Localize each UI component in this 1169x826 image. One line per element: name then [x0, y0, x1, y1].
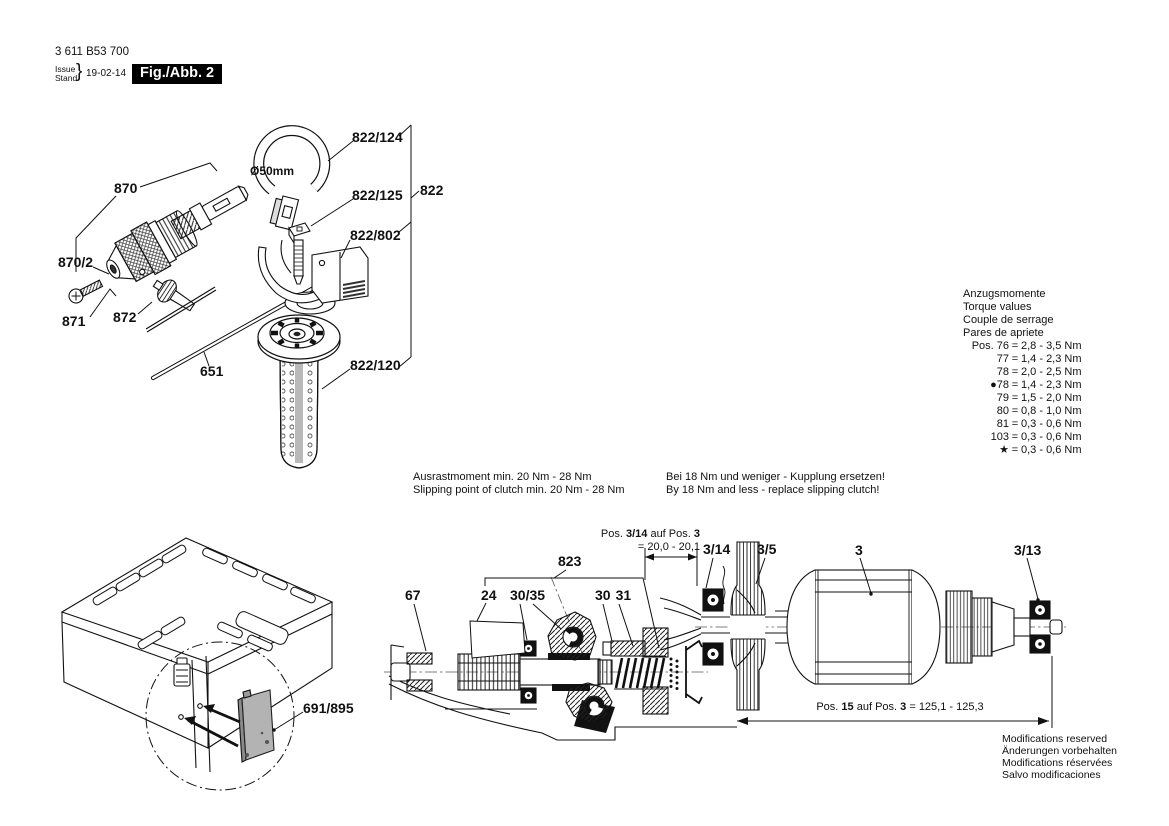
issue-stand-brace: } — [76, 61, 83, 82]
label-823: 823 — [558, 553, 582, 569]
clutch-note-block — [413, 471, 625, 497]
torque-row: Pos. 76 = 2,8 - 3,5 Nm — [971, 340, 1082, 352]
label-822-120: 822/120 — [350, 357, 401, 373]
label-870: 870 — [114, 180, 138, 196]
torque-row: ●78 = 1,4 - 2,3 Nm — [990, 379, 1082, 391]
footer-line-es: Salvo modificaciones — [1002, 769, 1101, 781]
torque-row: 81 = 0,3 - 0,6 Nm — [996, 418, 1082, 430]
dim-314-line2: = 20,0 - 20,1 — [637, 541, 700, 553]
clutch-note-en: Slipping point of clutch min. 20 Nm - 28 Nm — [413, 484, 625, 496]
label-822: 822 — [420, 182, 444, 198]
label-30-35: 30/35 — [510, 587, 546, 603]
clamp-body-drawing — [258, 240, 368, 314]
clutch-replace-en: By 18 Nm and less - replace slipping clutch! — [666, 484, 880, 496]
issue-date: 19-02-14 — [86, 68, 127, 79]
label-651: 651 — [200, 363, 224, 379]
label-plate-drawing — [238, 690, 274, 762]
torque-row: 80 = 0,8 - 1,0 Nm — [996, 405, 1082, 417]
case-drawing — [62, 538, 332, 790]
label-24: 24 — [481, 587, 497, 603]
torque-title-fr: Couple de serrage — [963, 314, 1054, 326]
label-691-895: 691/895 — [303, 700, 354, 716]
torque-title-de: Anzugsmomente — [963, 288, 1046, 300]
label-30-31 — [595, 587, 631, 605]
label-872: 872 — [113, 309, 137, 325]
dim-15-text: Pos. 15 auf Pos. 3 = 125,1 - 125,3 — [816, 701, 984, 713]
screw-871-drawing — [67, 277, 105, 305]
figure-label: Fig./Abb. 2 — [132, 64, 222, 84]
stand-label: Stand — [55, 73, 78, 83]
handle-grip-drawing — [258, 315, 340, 468]
label-31: 31 — [615, 587, 632, 603]
label-822-125: 822/125 — [352, 187, 403, 203]
torque-title-es: Pares de apriete — [963, 327, 1044, 339]
modifications-footer — [1002, 733, 1117, 781]
torque-row: 77 = 1,4 - 2,3 Nm — [996, 353, 1082, 365]
clamp-screw-drawing — [289, 223, 310, 284]
torque-row: 79 = 1,5 - 2,0 Nm — [996, 392, 1082, 404]
footer-line-de: Änderungen vorbehalten — [1002, 745, 1118, 757]
torque-row: 78 = 2,0 - 2,5 Nm — [996, 366, 1082, 378]
adapter-shank-drawing — [170, 181, 252, 241]
chuck-key-drawing — [146, 273, 216, 332]
torque-row: 103 = 0,3 - 0,6 Nm — [990, 431, 1082, 443]
band-clamp-drawing — [259, 131, 325, 230]
label-30: 30 — [595, 587, 611, 603]
label-diameter: Ø50mm — [250, 164, 295, 178]
clutch-replace-block — [666, 471, 885, 497]
torque-table — [963, 288, 1082, 457]
clutch-note-de: Ausrastmoment min. 20 Nm - 28 Nm — [413, 471, 592, 483]
issue-label: Issue — [55, 64, 76, 74]
label-871: 871 — [62, 313, 86, 329]
label-870-2: 870/2 — [58, 254, 94, 270]
part-number: 3 611 B53 700 — [55, 46, 129, 58]
label-822-802: 822/802 — [350, 227, 401, 243]
torque-title-en: Torque values — [963, 301, 1032, 313]
label-822-124: 822/124 — [352, 129, 403, 145]
torque-row: ★ = 0,3 - 0,6 Nm — [999, 444, 1082, 456]
label-3: 3 — [855, 542, 863, 558]
label-67: 67 — [405, 587, 421, 603]
label-3-14: 3/14 — [703, 541, 731, 557]
clutch-replace-de: Bei 18 Nm und weniger - Kupplung ersetzen! — [666, 471, 885, 483]
label-3-5: 3/5 — [757, 541, 777, 557]
label-3-13: 3/13 — [1014, 542, 1042, 558]
footer-line-en: Modifications reserved — [1002, 733, 1108, 745]
plate-arrows — [184, 704, 240, 746]
dim-314-line1: Pos. 3/14 auf Pos. 3 — [600, 528, 700, 540]
footer-line-fr: Modifications réservées — [1002, 757, 1113, 769]
